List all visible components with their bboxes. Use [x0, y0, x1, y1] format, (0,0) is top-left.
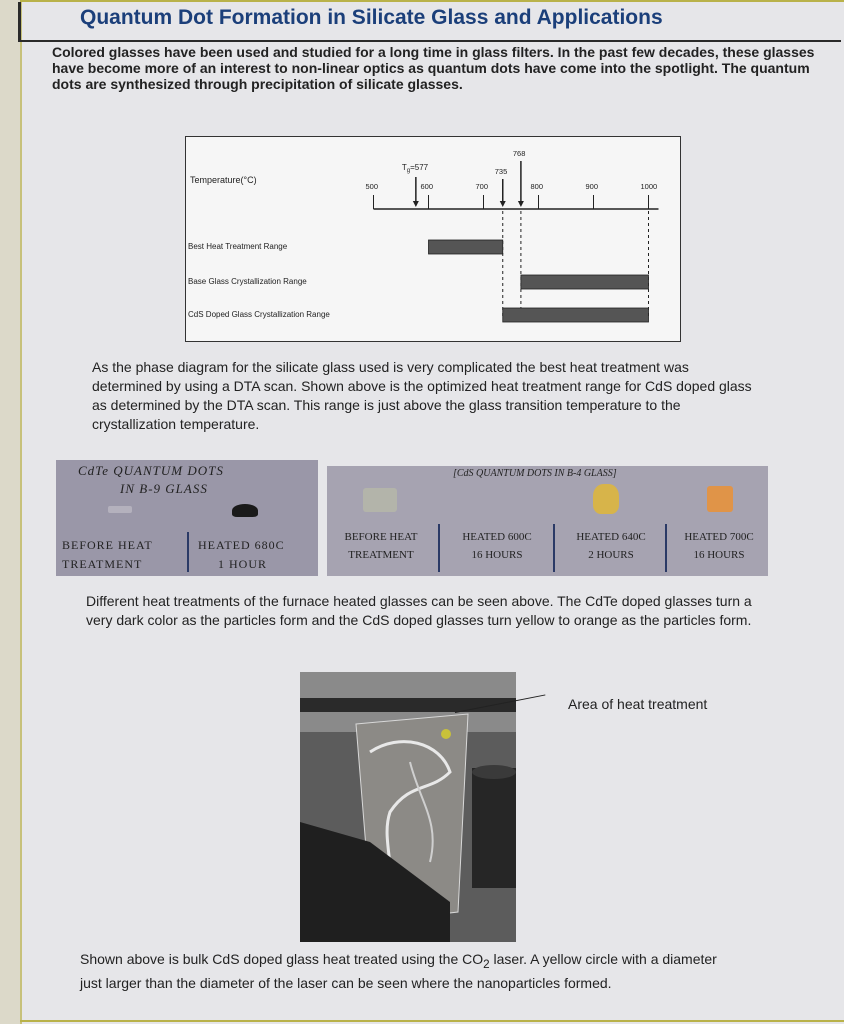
- tick-label: 900: [585, 182, 599, 191]
- laser-photo: [300, 672, 516, 942]
- tg-arrow: [413, 201, 419, 207]
- intro-paragraph: Colored glasses have been used and studied for a long time in glass filters. In the past few decades, these glasses have become more of an interest to non-linear optics as quantum dots have come into the spotlight. The quantum dots are synthesized through precipitation of silicate glasses.: [52, 44, 815, 92]
- cdte-clear-sample: [108, 506, 132, 513]
- cds-sample-line1: BEFORE HEAT: [344, 531, 418, 543]
- cdte-sample-label: [198, 536, 316, 574]
- bottom-edge-line: [20, 1020, 844, 1022]
- heat-treatment-svg: [186, 137, 680, 341]
- laser-text-subscript: 2: [483, 957, 490, 971]
- tick-label: 500: [365, 182, 379, 191]
- range-row-label: Base Glass Crystallization Range: [188, 277, 307, 286]
- laser-text-after: laser. A yellow circle with a diameter just larger than the diameter of the laser can be seen where the nanoparticles formed.: [80, 951, 717, 991]
- marker-735-label: 735: [494, 167, 508, 176]
- heat-treated-spot: [441, 729, 451, 739]
- cds-divider: [553, 524, 555, 572]
- range-bar: [503, 308, 649, 322]
- cds-sample-line1: HEATED 700C: [684, 531, 754, 543]
- axis-label: Temperature(°C): [190, 175, 257, 185]
- cdte-divider: [187, 532, 189, 572]
- cds-clear-sample: [363, 488, 397, 512]
- heat-treatment-diagram: [185, 136, 681, 342]
- laser-text-before: Shown above is bulk CdS doped glass heat treated using the CO: [80, 951, 484, 967]
- poster-left-border: [0, 0, 22, 1024]
- tg-label: $T_g=577$: [401, 163, 429, 174]
- range-row-label: Best Heat Treatment Range: [188, 242, 288, 251]
- treatment-paragraph: Different heat treatments of the furnace heated glasses can be seen above. The CdTe doped glasses turn a very dark color as the particles form and the CdS doped glasses turn yellow to orange as the particles form.: [86, 593, 752, 628]
- cds-sample-label: [671, 528, 767, 564]
- laser-paragraph: [80, 950, 740, 993]
- cds-sample-line1: HEATED 600C: [462, 531, 532, 543]
- cds-sample-line2: 16 HOURS: [693, 549, 745, 561]
- cdte-heading-line2: IN B-9 GLASS: [120, 481, 208, 496]
- lens-holder: [472, 768, 516, 888]
- axis-ticks: [366, 149, 659, 317]
- range-rows: [188, 240, 649, 322]
- cds-sample-label: [333, 528, 429, 564]
- laser-housing: [300, 698, 516, 712]
- range-row-label: CdS Doped Glass Crystallization Range: [188, 310, 330, 319]
- tick-label: 600: [420, 182, 434, 191]
- cds-sample-line2: TREATMENT: [348, 549, 414, 561]
- cds-photo: [327, 466, 768, 576]
- tick-label: 700: [475, 182, 489, 191]
- cdte-sample-line1: BEFORE HEAT: [62, 538, 153, 552]
- cdte-sample-line2: TREATMENT: [62, 557, 143, 571]
- range-bar: [521, 275, 649, 289]
- cds-divider: [438, 524, 440, 572]
- cds-sample-line1: HEATED 640C: [576, 531, 646, 543]
- cds-divider: [665, 524, 667, 572]
- laser-photo-illustration: [300, 672, 516, 942]
- cds-orange-sample: [707, 486, 733, 512]
- tick-label: 800: [530, 182, 544, 191]
- cdte-heading-line1: CdTe QUANTUM DOTS: [78, 463, 224, 478]
- poster-title: Quantum Dot Formation in Silicate Glass and Applications: [80, 6, 663, 29]
- cdte-sample-label: [62, 536, 184, 574]
- cdte-sample-line2: 1 HOUR: [218, 557, 268, 571]
- cds-sample-label: [563, 528, 659, 564]
- cds-sample-label: [449, 528, 545, 564]
- cds-sample-line2: 16 HOURS: [471, 549, 523, 561]
- cds-sample-line2: 2 HOURS: [588, 549, 634, 561]
- cdte-dark-sample: [232, 504, 258, 517]
- tick-label: 1000: [640, 182, 658, 191]
- marker-768-arrow: [518, 201, 524, 207]
- marker-735-arrow: [500, 201, 506, 207]
- cds-heading: [CdS QUANTUM DOTS IN B-4 GLASS]: [453, 468, 617, 479]
- range-bar: [429, 240, 503, 254]
- marker-768-label: 768: [512, 149, 526, 158]
- cdte-photo: [56, 460, 318, 576]
- cds-yellow-sample: [593, 484, 619, 514]
- laser-photo-caption: Area of heat treatment: [568, 696, 708, 712]
- cdte-heading: [78, 462, 224, 498]
- dta-paragraph: As the phase diagram for the silicate glass used is very complicated the best heat treatment was determined by using a DTA scan. Shown above is the optimized heat treatment range for CdS doped glass as determined by the DTA scan. This range is just above the glass transition temperature to the crystallization temperature.: [92, 359, 752, 432]
- lens-holder-top: [472, 765, 516, 779]
- cdte-sample-line1: HEATED 680C: [198, 538, 285, 552]
